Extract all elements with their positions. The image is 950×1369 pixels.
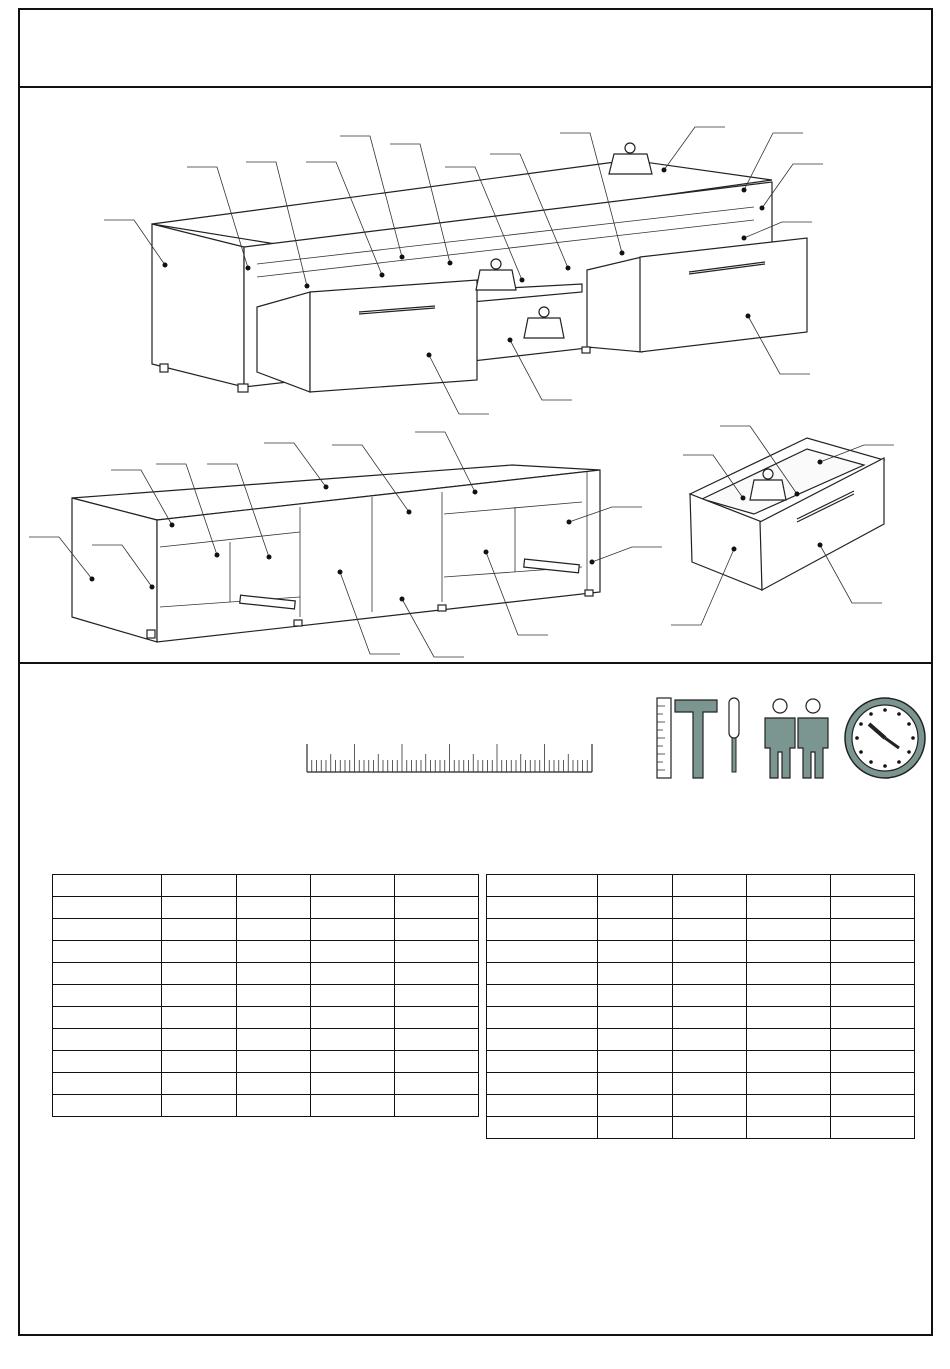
table-cell bbox=[311, 985, 395, 1007]
table-cell bbox=[53, 941, 162, 963]
table-cell bbox=[162, 1073, 237, 1095]
table-cell bbox=[162, 985, 237, 1007]
table-cell bbox=[311, 1073, 395, 1095]
table-cell bbox=[53, 1029, 162, 1051]
table-cell bbox=[747, 941, 831, 963]
table-cell bbox=[395, 963, 479, 985]
table-cell bbox=[162, 897, 237, 919]
table-cell bbox=[311, 963, 395, 985]
table-cell bbox=[831, 919, 915, 941]
table-cell bbox=[747, 985, 831, 1007]
table-cell bbox=[311, 1051, 395, 1073]
table-cell bbox=[673, 875, 747, 897]
table-cell bbox=[395, 1029, 479, 1051]
table-cell bbox=[487, 875, 598, 897]
table-cell bbox=[162, 1029, 237, 1051]
table-cell bbox=[237, 963, 311, 985]
table-cell bbox=[831, 875, 915, 897]
table-row bbox=[487, 941, 915, 963]
table-cell bbox=[237, 897, 311, 919]
table-row bbox=[53, 897, 479, 919]
table-cell bbox=[747, 919, 831, 941]
table-cell bbox=[237, 941, 311, 963]
table-cell bbox=[747, 1117, 831, 1139]
table-cell bbox=[311, 919, 395, 941]
table-cell bbox=[487, 1073, 598, 1095]
table-cell bbox=[598, 941, 673, 963]
weight-icon bbox=[609, 143, 652, 174]
table-row bbox=[487, 919, 915, 941]
table-cell bbox=[53, 919, 162, 941]
table-cell bbox=[747, 897, 831, 919]
table-cell bbox=[487, 1007, 598, 1029]
parts-info-section bbox=[20, 664, 931, 1336]
table-cell bbox=[673, 1117, 747, 1139]
table-cell bbox=[395, 1007, 479, 1029]
drawer-drawing bbox=[671, 426, 894, 625]
parts-table-left bbox=[52, 874, 479, 1117]
table-cell bbox=[673, 963, 747, 985]
table-row bbox=[487, 985, 915, 1007]
screwdriver-icon bbox=[729, 698, 739, 772]
table-cell bbox=[487, 941, 598, 963]
table-cell bbox=[487, 985, 598, 1007]
table-cell bbox=[831, 1007, 915, 1029]
table-cell bbox=[831, 1095, 915, 1117]
table-row bbox=[53, 1095, 479, 1117]
table-cell bbox=[53, 1007, 162, 1029]
table-cell bbox=[487, 1117, 598, 1139]
table-cell bbox=[395, 941, 479, 963]
table-cell bbox=[747, 1051, 831, 1073]
table-cell bbox=[598, 875, 673, 897]
tools-required bbox=[637, 688, 927, 788]
table-cell bbox=[311, 1029, 395, 1051]
table-row bbox=[487, 875, 915, 897]
table-cell bbox=[53, 1095, 162, 1117]
table-cell bbox=[673, 919, 747, 941]
table-cell bbox=[673, 985, 747, 1007]
table-cell bbox=[747, 875, 831, 897]
table-cell bbox=[311, 875, 395, 897]
table-cell bbox=[673, 1095, 747, 1117]
table-row bbox=[53, 875, 479, 897]
table-row bbox=[53, 1007, 479, 1029]
table-cell bbox=[487, 919, 598, 941]
table-cell bbox=[237, 1073, 311, 1095]
table-cell bbox=[598, 1073, 673, 1095]
table-cell bbox=[831, 1117, 915, 1139]
table-cell bbox=[395, 1051, 479, 1073]
table-cell bbox=[395, 1073, 479, 1095]
table-cell bbox=[311, 1095, 395, 1117]
table-row bbox=[487, 1073, 915, 1095]
table-cell bbox=[598, 1051, 673, 1073]
table-cell bbox=[53, 963, 162, 985]
table-cell bbox=[598, 1007, 673, 1029]
table-cell bbox=[831, 941, 915, 963]
table-cell bbox=[237, 1007, 311, 1029]
ruler-icon bbox=[657, 698, 671, 778]
table-row bbox=[53, 1073, 479, 1095]
table-cell bbox=[747, 1007, 831, 1029]
two-persons-icon bbox=[765, 699, 828, 778]
table-row bbox=[53, 1051, 479, 1073]
table-cell bbox=[237, 1051, 311, 1073]
table-cell bbox=[162, 963, 237, 985]
table-cell bbox=[747, 1029, 831, 1051]
table-cell bbox=[598, 1117, 673, 1139]
table-cell bbox=[487, 1029, 598, 1051]
table-cell bbox=[53, 1051, 162, 1073]
table-cell bbox=[831, 963, 915, 985]
table-cell bbox=[831, 1073, 915, 1095]
table-row bbox=[487, 963, 915, 985]
table-cell bbox=[237, 1095, 311, 1117]
assembled-unit-drawing bbox=[104, 127, 823, 414]
table-cell bbox=[673, 897, 747, 919]
table-cell bbox=[395, 985, 479, 1007]
table-cell bbox=[831, 1029, 915, 1051]
table-cell bbox=[747, 1095, 831, 1117]
table-cell bbox=[237, 875, 311, 897]
table-cell bbox=[598, 919, 673, 941]
table-cell bbox=[487, 1095, 598, 1117]
table-cell bbox=[237, 985, 311, 1007]
title-band bbox=[20, 10, 931, 88]
table-cell bbox=[831, 985, 915, 1007]
table-cell bbox=[395, 919, 479, 941]
table-row bbox=[53, 1029, 479, 1051]
table-cell bbox=[487, 963, 598, 985]
table-row bbox=[487, 1051, 915, 1073]
carcass-drawing bbox=[29, 432, 662, 657]
table-cell bbox=[747, 1073, 831, 1095]
table-cell bbox=[673, 1051, 747, 1073]
assembly-diagram-section bbox=[20, 88, 931, 664]
table-cell bbox=[162, 941, 237, 963]
table-row bbox=[53, 919, 479, 941]
table-cell bbox=[395, 875, 479, 897]
table-cell bbox=[673, 1073, 747, 1095]
table-cell bbox=[53, 1073, 162, 1095]
tv-unit-diagram bbox=[20, 88, 932, 664]
page-frame bbox=[18, 8, 933, 1336]
table-row bbox=[53, 963, 479, 985]
parts-table-right bbox=[486, 874, 915, 1139]
table-cell bbox=[487, 1051, 598, 1073]
table-cell bbox=[395, 897, 479, 919]
table-cell bbox=[162, 1007, 237, 1029]
table-cell bbox=[673, 941, 747, 963]
table-cell bbox=[311, 941, 395, 963]
table-cell bbox=[831, 897, 915, 919]
table-cell bbox=[598, 1029, 673, 1051]
hammer-icon bbox=[675, 700, 717, 778]
table-cell bbox=[831, 1051, 915, 1073]
table-row bbox=[487, 1029, 915, 1051]
table-row bbox=[487, 897, 915, 919]
table-cell bbox=[53, 875, 162, 897]
clock-icon bbox=[845, 698, 925, 778]
table-cell bbox=[311, 1007, 395, 1029]
table-cell bbox=[673, 1007, 747, 1029]
table-cell bbox=[673, 1029, 747, 1051]
table-row bbox=[487, 1117, 915, 1139]
table-cell bbox=[747, 963, 831, 985]
table-cell bbox=[162, 1051, 237, 1073]
table-cell bbox=[162, 1095, 237, 1117]
table-cell bbox=[237, 1029, 311, 1051]
table-cell bbox=[395, 1095, 479, 1117]
table-cell bbox=[311, 897, 395, 919]
table-cell bbox=[598, 963, 673, 985]
table-cell bbox=[162, 875, 237, 897]
table-cell bbox=[598, 985, 673, 1007]
table-row bbox=[487, 1007, 915, 1029]
table-cell bbox=[237, 919, 311, 941]
table-cell bbox=[598, 897, 673, 919]
table-cell bbox=[598, 1095, 673, 1117]
table-cell bbox=[53, 897, 162, 919]
table-row bbox=[487, 1095, 915, 1117]
table-cell bbox=[53, 985, 162, 1007]
table-row bbox=[53, 941, 479, 963]
table-row bbox=[53, 985, 479, 1007]
table-cell bbox=[487, 897, 598, 919]
table-cell bbox=[162, 919, 237, 941]
